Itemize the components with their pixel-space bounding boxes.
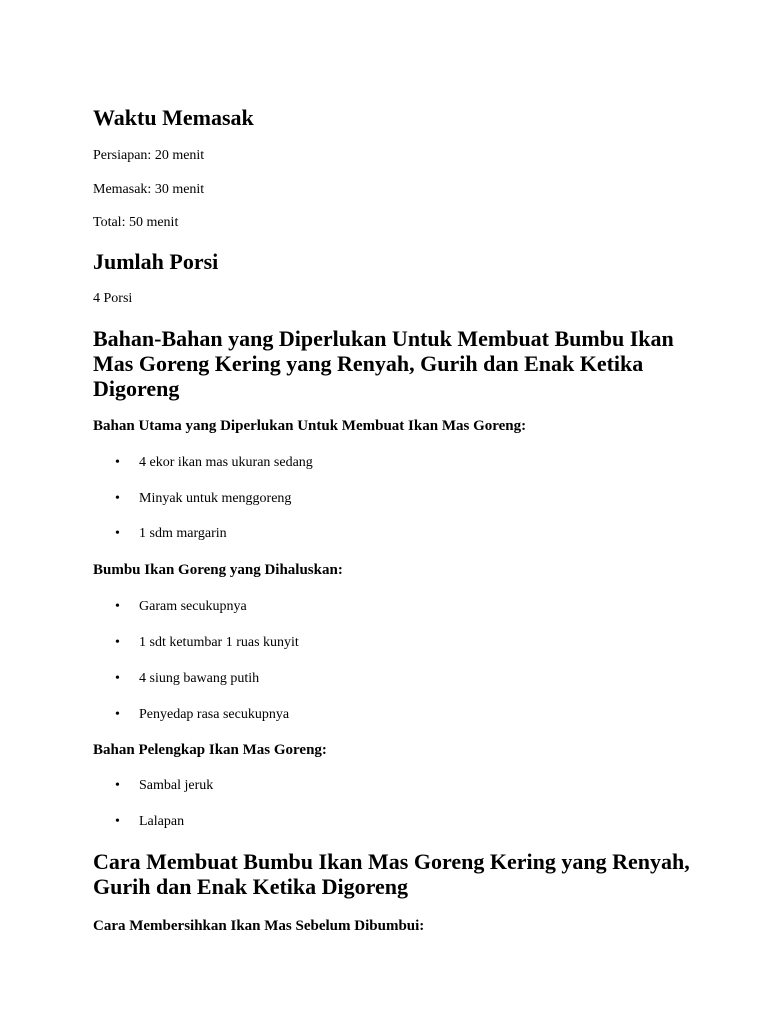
method-heading: Cara Membuat Bumbu Ikan Mas Goreng Kering yang Renyah, Gurih dan Enak Ketika Digoreng: [93, 849, 690, 899]
list-item-text: 1 sdm margarin: [139, 526, 227, 541]
bullet-icon: •: [115, 814, 120, 829]
bullet-icon: •: [115, 707, 120, 722]
list-item-text: Minyak untuk menggoreng: [139, 491, 292, 506]
list-item-text: 4 siung bawang putih: [139, 671, 260, 686]
complement-heading: Bahan Pelengkap Ikan Mas Goreng:: [93, 742, 327, 758]
cook-time: Memasak: 30 menit: [93, 182, 205, 197]
bullet-icon: •: [115, 526, 120, 541]
list-item-text: Sambal jeruk: [139, 778, 214, 793]
bullet-icon: •: [115, 635, 120, 650]
bullet-icon: •: [115, 778, 120, 793]
ingredients-heading: Bahan-Bahan yang Diperlukan Untuk Membuat Bumbu Ikan Mas Goreng Kering yang Renyah, Gurih dan Enak Ketika Digoreng: [93, 326, 674, 401]
list-item-text: Lalapan: [139, 814, 185, 829]
bullet-icon: •: [115, 455, 120, 470]
servings-value: 4 Porsi: [93, 291, 133, 306]
cooking-time-heading: Waktu Memasak: [93, 105, 254, 130]
main-ingredients-heading: Bahan Utama yang Diperlukan Untuk Membuat Ikan Mas Goreng:: [93, 418, 527, 434]
list-item-text: Penyedap rasa secukupnya: [139, 707, 290, 722]
prep-time: Persiapan: 20 menit: [93, 148, 205, 163]
bullet-icon: •: [115, 671, 120, 686]
bullet-icon: •: [115, 491, 120, 506]
bullet-icon: •: [115, 599, 120, 614]
list-item-text: Garam secukupnya: [139, 599, 247, 614]
spice-heading: Bumbu Ikan Goreng yang Dihaluskan:: [93, 562, 343, 578]
list-item-text: 4 ekor ikan mas ukuran sedang: [139, 455, 313, 470]
servings-heading: Jumlah Porsi: [93, 249, 219, 274]
clean-heading: Cara Membersihkan Ikan Mas Sebelum Dibumbui:: [93, 918, 425, 934]
list-item-text: 1 sdt ketumbar 1 ruas kunyit: [139, 635, 299, 650]
total-time: Total: 50 menit: [93, 215, 179, 230]
